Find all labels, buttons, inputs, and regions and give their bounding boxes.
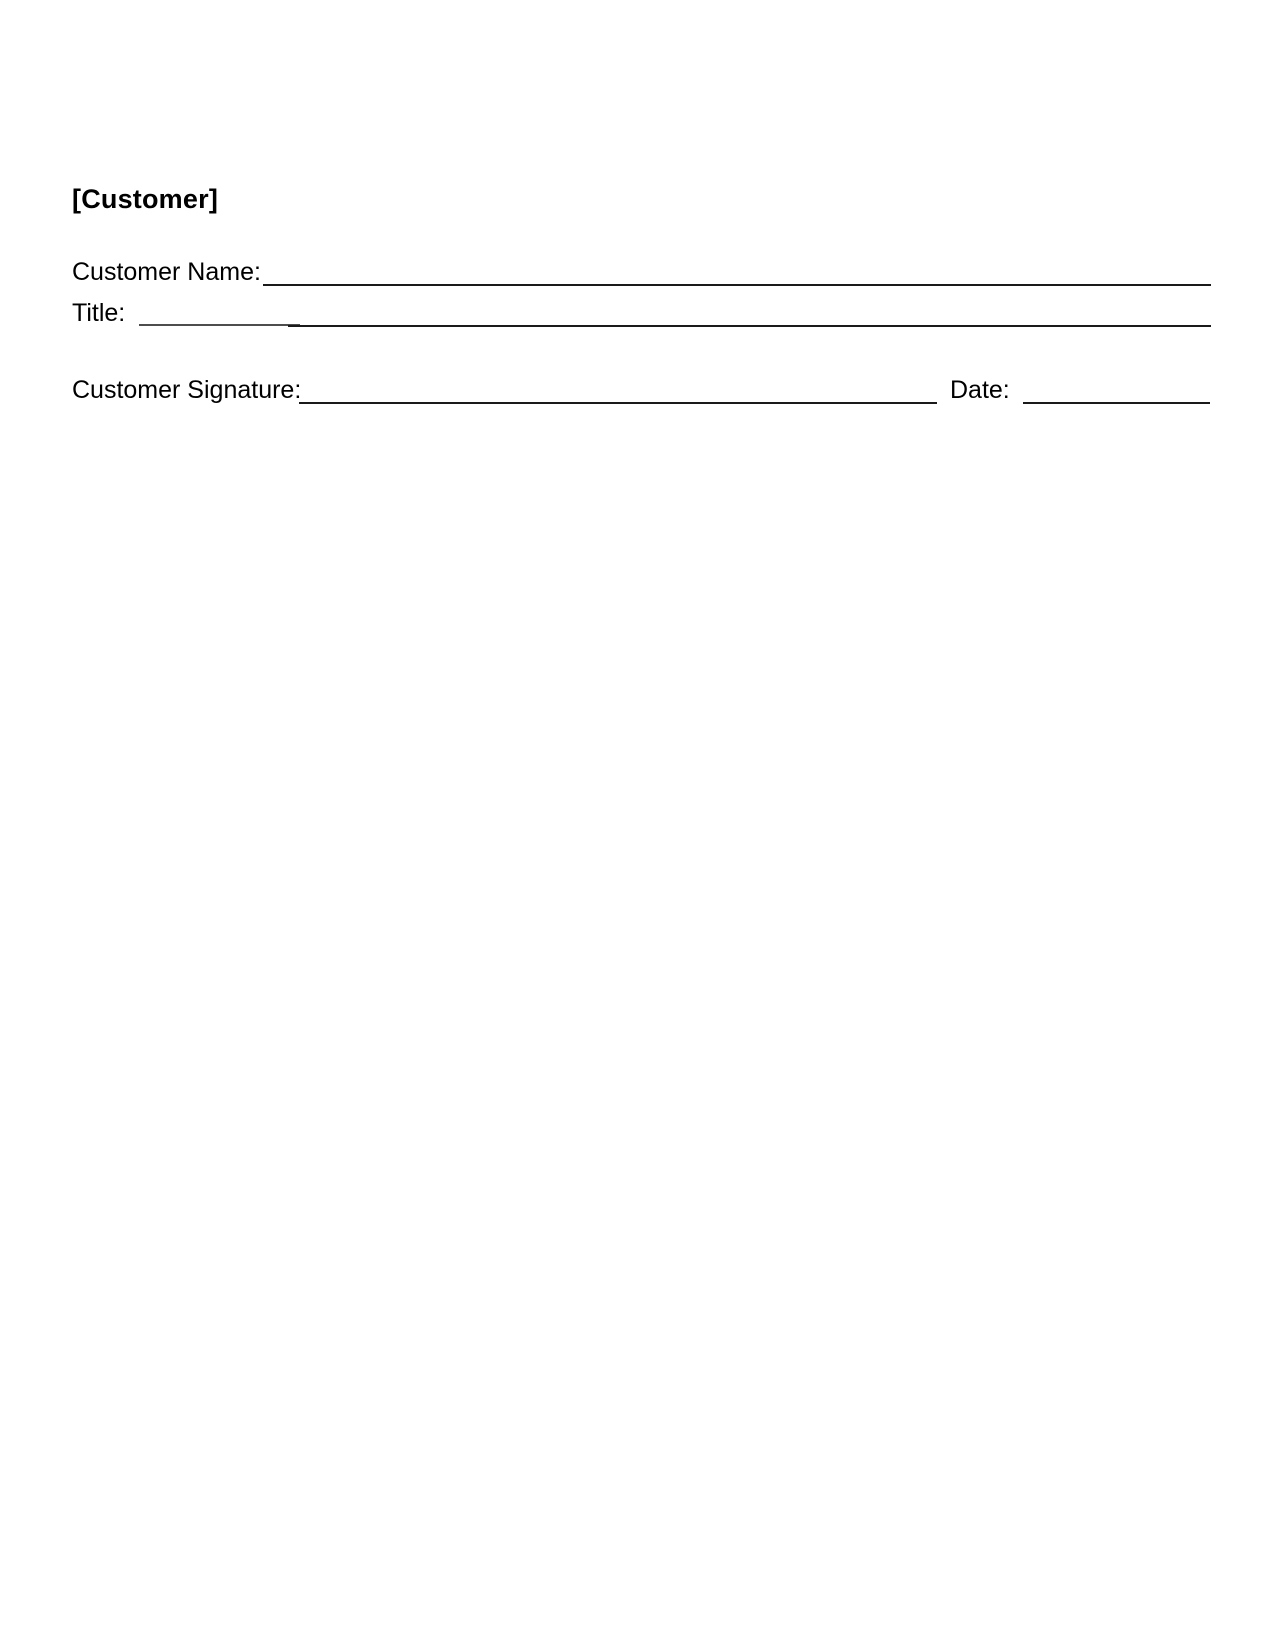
customer-signature-fill-line[interactable] xyxy=(299,402,937,404)
customer-name-fill-line[interactable] xyxy=(263,284,1211,286)
customer-signature-label: Customer Signature: xyxy=(72,376,302,404)
date-label: Date: xyxy=(950,376,1010,404)
customer-name-label: Customer Name: xyxy=(72,258,261,286)
title-label: Title: xyxy=(72,299,126,327)
title-fill-line-left-segment[interactable] xyxy=(139,324,300,326)
date-fill-line[interactable] xyxy=(1023,402,1210,404)
title-fill-line[interactable] xyxy=(288,325,1211,327)
customer-section-heading: [Customer] xyxy=(72,184,219,214)
